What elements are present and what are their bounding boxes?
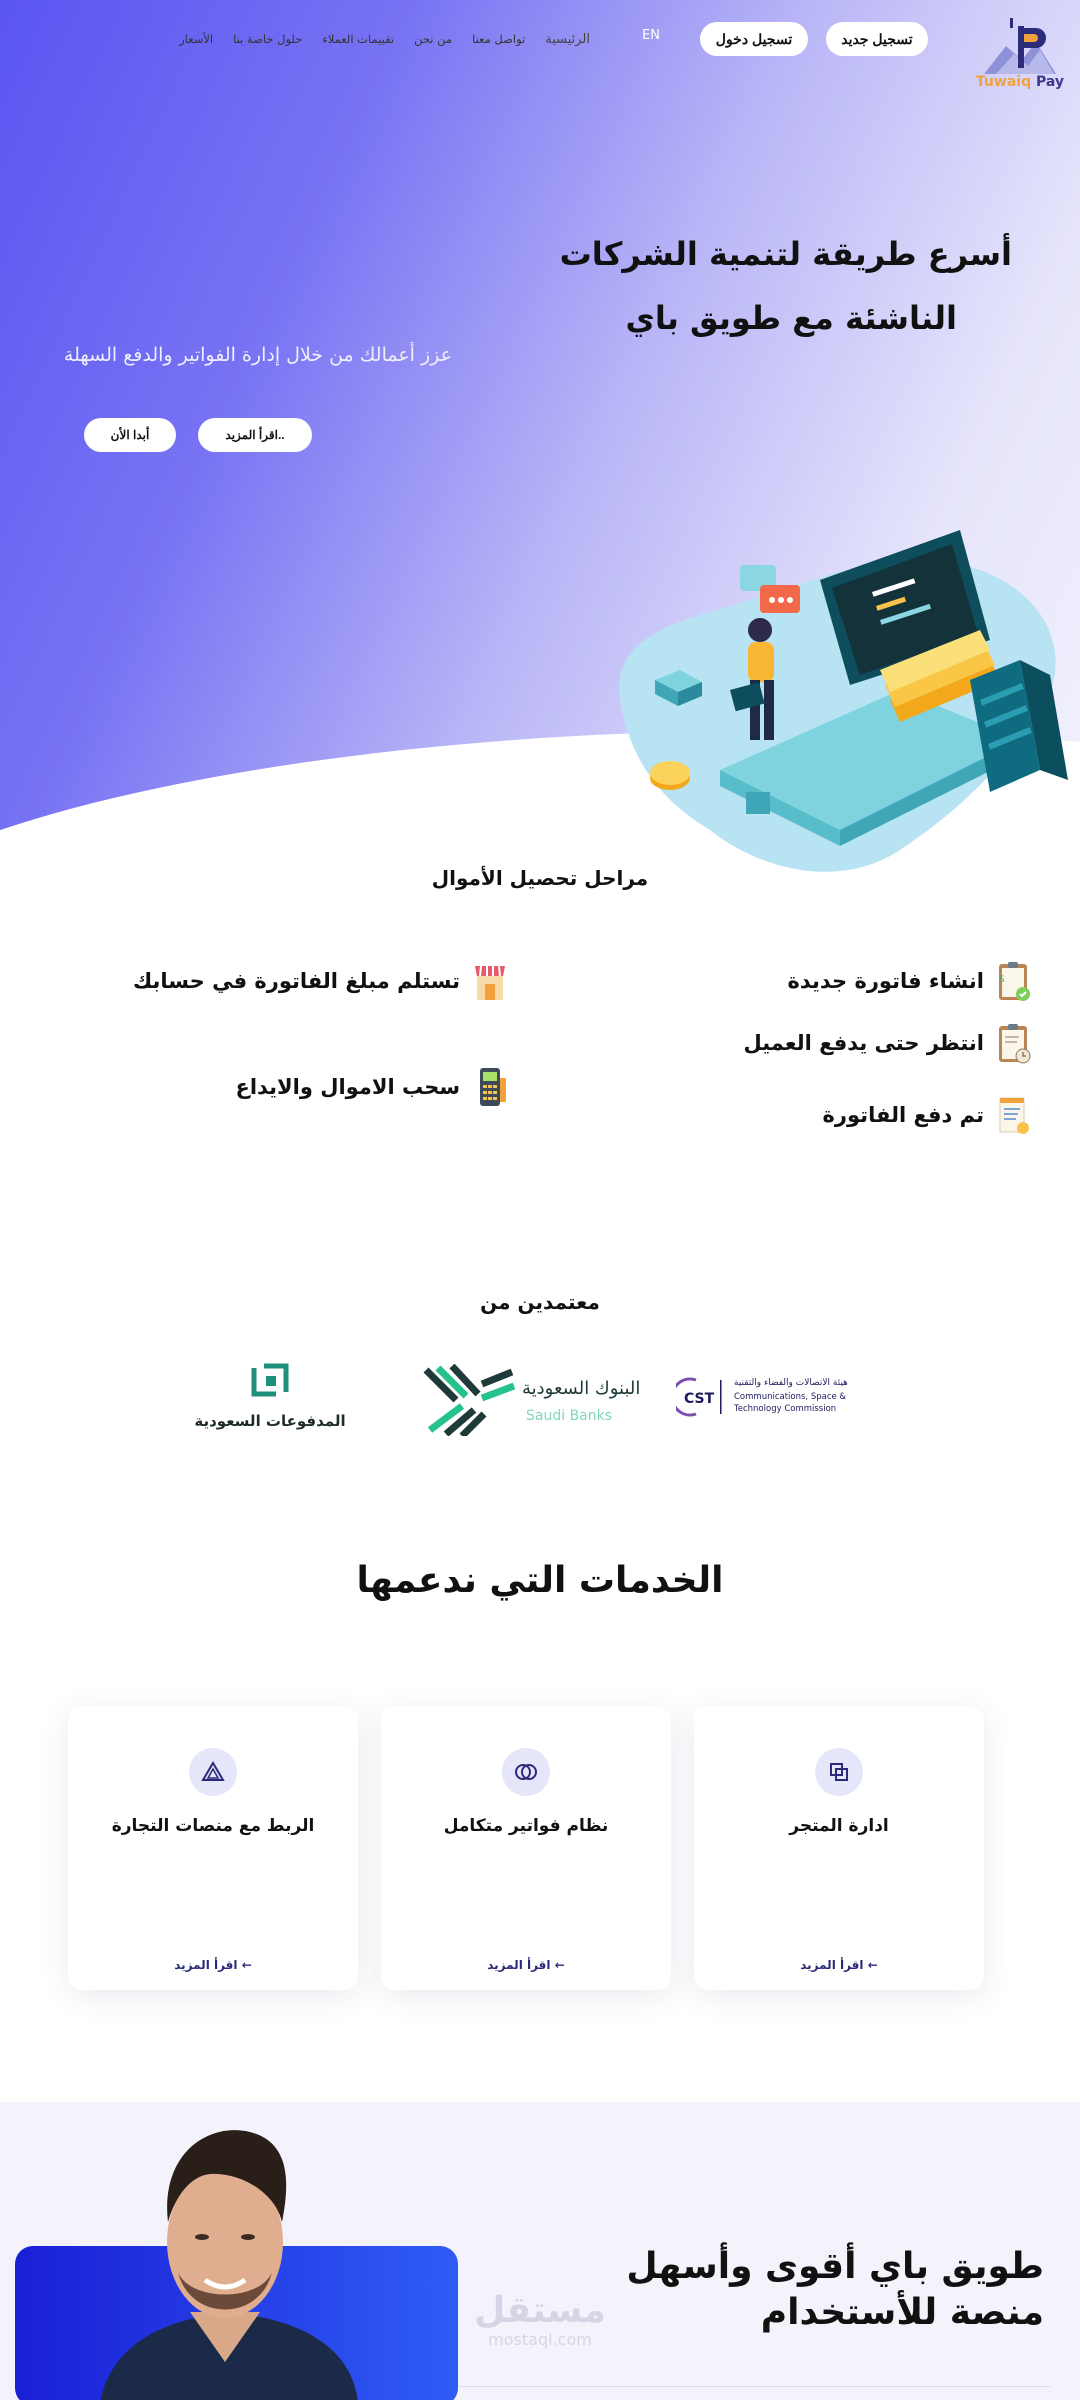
stage-wait-payment [743, 1022, 1032, 1064]
stage-label: انشاء فاتورة جديدة [787, 969, 984, 993]
service-read-more-link[interactable]: اقرأ المزيد ← [487, 1958, 565, 1972]
stage-withdraw [235, 1066, 508, 1108]
cst-abbr: CST [684, 1391, 715, 1407]
invoice-clock-icon [996, 1022, 1032, 1064]
smiling-man-photo-icon [90, 2112, 360, 2400]
stages-title: مراحل تحصيل الأموال [431, 866, 649, 890]
nav-link-about[interactable]: من نحن [414, 32, 453, 46]
stage-invoice-paid [823, 1094, 1032, 1136]
cst-logo-icon [676, 1374, 724, 1420]
saudi-banks-name-ar: البنوك السعودية [522, 1378, 641, 1399]
stage-label: سحب الاموال والايداع [235, 1075, 460, 1099]
stage-label: تستلم مبلغ الفاتورة في حسابك [132, 969, 460, 993]
service-read-more-link[interactable]: اقرأ المزيد ← [174, 1958, 252, 1972]
service-card-invoices[interactable] [381, 1706, 671, 1990]
service-card-title: نظام فواتير متكامل [443, 1816, 609, 1836]
cst-name-en-1: Communications, Space & [734, 1392, 847, 1402]
hero-title-line-2: الناشئة مع طويق باي [625, 299, 957, 337]
watermark-ar: مستقل [474, 2290, 606, 2331]
nav-link-pricing[interactable]: الأسعار [179, 32, 214, 46]
svg-text:$: $ [998, 974, 1005, 985]
divider [458, 2386, 1050, 2387]
nav-link-contact[interactable]: تواصل معنا [472, 32, 526, 46]
partner-saudi-payments [180, 1362, 360, 1436]
store-icon [815, 1748, 863, 1796]
saudi-banks-name-en: Saudi Banks [526, 1408, 613, 1424]
hero-subtitle: عزز أعمالك من خلال إدارة الفواتير والدفع السهلة [63, 344, 452, 366]
service-read-more-link[interactable]: اقرأ المزيد ← [800, 1958, 878, 1972]
saudi-payments-logo-icon [250, 1362, 290, 1402]
hero-title-line-1: أسرع طريقة لتنمية الشركات [559, 235, 1012, 273]
trusted-title: معتمدين من [480, 1290, 600, 1314]
stage-receive-amount [133, 960, 508, 1002]
promo-title-line-1: طويق باي أقوى وأسهل [626, 2246, 1044, 2287]
saudi-payments-name: المدفوعات السعودية [194, 1412, 346, 1430]
promo-title [544, 2244, 1044, 2336]
invoice-check-icon [996, 960, 1032, 1002]
nav-link-home[interactable]: الرئيسية [545, 32, 590, 47]
login-button[interactable]: تسجيل دخول [700, 22, 808, 56]
cst-name-ar: هيئة الاتصالات والفضاء والتقنية [734, 1378, 848, 1388]
promo-title-line-2: منصة للأستخدام [760, 2292, 1044, 2333]
register-button[interactable]: تسجيل جديد [826, 22, 928, 56]
top-navbar [0, 0, 1080, 90]
stage-label: انتظر حتى يدفع العميل [743, 1031, 984, 1055]
language-switch[interactable]: EN [642, 28, 660, 43]
nav-link-solutions[interactable]: حلول خاصة بنا [233, 32, 303, 46]
partner-cst [676, 1374, 876, 1420]
hero-illustration-icon [600, 510, 1070, 890]
watermark-en: mostaql.com [488, 2330, 592, 2349]
nav-links [179, 32, 590, 47]
logo-text: Tuwaiq Pay [975, 74, 1064, 90]
shop-icon [472, 960, 508, 1002]
read-more-button[interactable]: اقرأ المزيد.. [198, 418, 312, 452]
stage-create-invoice [787, 960, 1032, 1002]
invoices-icon [502, 1748, 550, 1796]
receipt-coin-icon [996, 1094, 1032, 1136]
services-title: الخدمات التي ندعمها [356, 1560, 724, 1601]
nav-link-reviews[interactable]: تقييمات العملاء [322, 32, 395, 46]
service-card-store[interactable] [694, 1706, 984, 1990]
service-card-commerce[interactable] [68, 1706, 358, 1990]
cst-name-en-2: Technology Commission [734, 1404, 837, 1414]
partner-saudi-banks [422, 1364, 641, 1436]
saudi-banks-logo-icon [422, 1364, 516, 1436]
start-now-button[interactable]: أبدا الأن [84, 418, 176, 452]
stage-label: تم دفع الفاتورة [822, 1103, 984, 1127]
service-card-title: الربط مع منصات التجارة [111, 1816, 315, 1836]
service-card-title: ادارة المتجر [789, 1816, 889, 1836]
hero-title [512, 222, 1012, 350]
triangle-icon [189, 1748, 237, 1796]
pos-terminal-icon [472, 1066, 508, 1108]
